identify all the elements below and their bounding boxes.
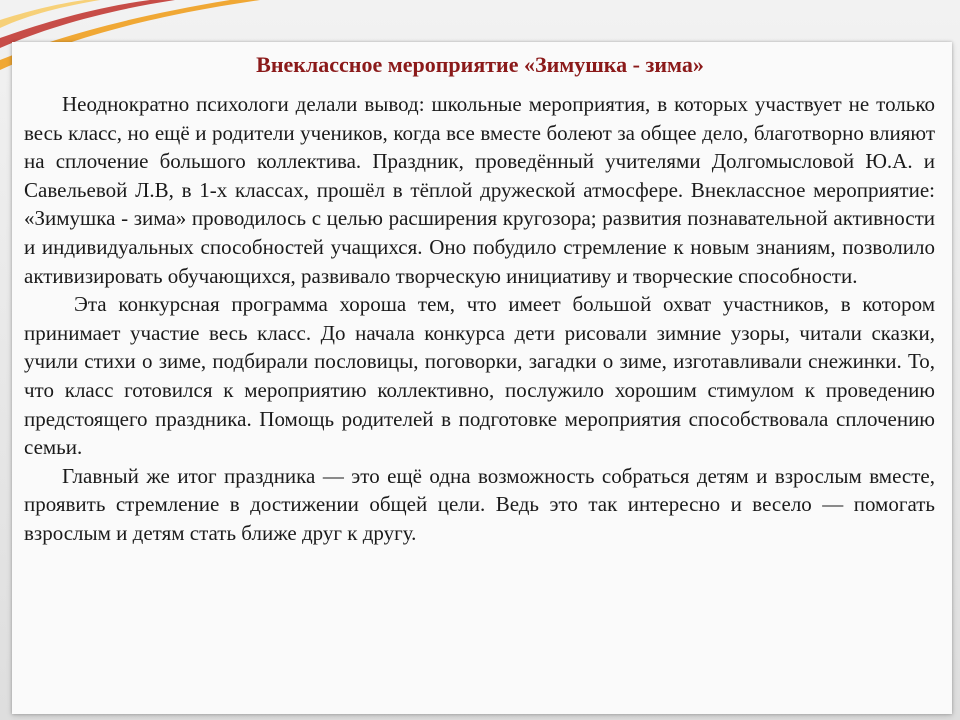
slide-title: Внеклассное мероприятие «Зимушка - зима»	[256, 52, 704, 77]
paragraph-1: Неоднократно психологи делали вывод: школьные мероприятия, в которых участвует не только весь класс, но ещё и родители учеников, когда все вместе болеют за общее дело, благотворно влияют на сплочение большого коллектива. Праздник, проведённый учителями Долгомысловой Ю.А. и Савельевой Л.В, в 1-х классах, прошёл в тёплой дружеской атмосфере. Внеклассное мероприятие: «Зимушка - зима» проводилось с целью расширения кругозора; развития познавательной активности и индивидуальных способностей учащихся. Оно побудило стремление к новым знаниям, позволило активизировать обучающихся, развивало творческую инициативу и творческие способности.	[24, 92, 935, 288]
body-text	[24, 90, 935, 548]
paragraph-2: Эта конкурсная программа хороша тем, что имеет большой охват участников, в котором принимает участие весь класс. До начала конкурса дети рисовали зимние узоры, читали сказки, учили стихи о зиме, подбирали пословицы, поговорки, загадки о зиме, изготавливали снежинки. То, что класс готовился к мероприятию коллективно, послужило хорошим стимулом к проведению предстоящего праздника. Помощь родителей в подготовке мероприятия способствовала сплочению семьи.	[24, 292, 935, 460]
paragraph-3: Главный же итог праздника — это ещё одна возможность собраться детям и взрослым вместе, проявить стремление в достижении общей цели. Ведь это так интересно и весело — помогать взрослым и детям стать ближе друг к другу.	[24, 463, 935, 545]
